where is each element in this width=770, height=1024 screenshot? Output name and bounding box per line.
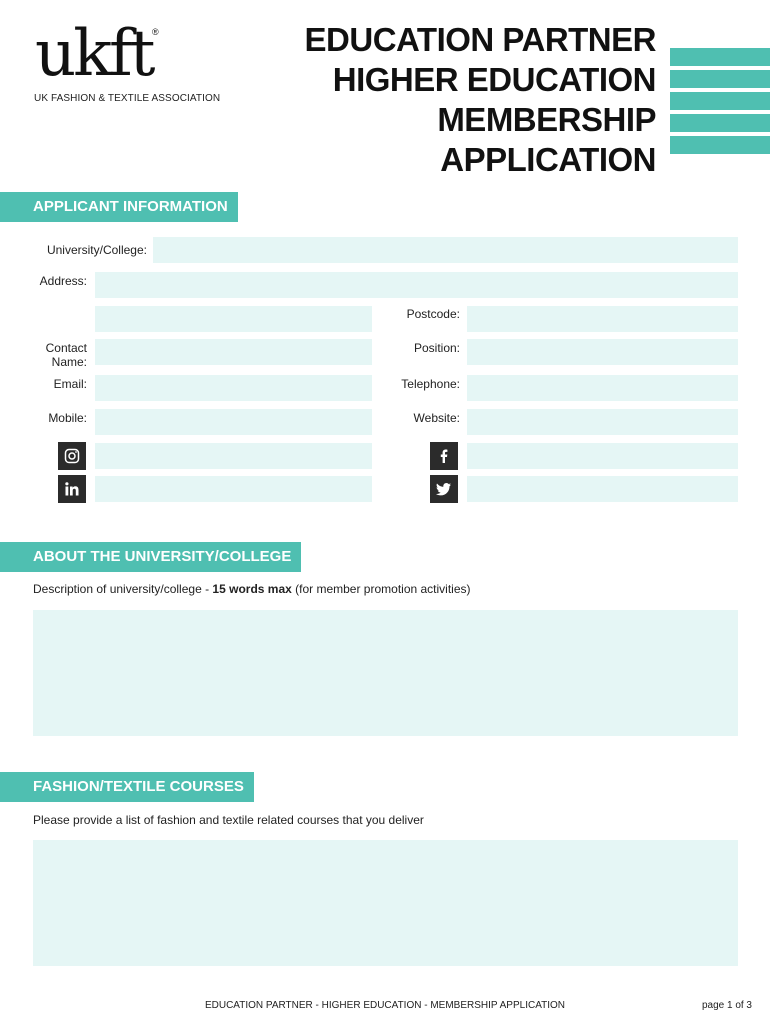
postcode-field[interactable] bbox=[467, 306, 738, 332]
page-title bbox=[305, 20, 656, 180]
instagram-field[interactable] bbox=[95, 443, 372, 469]
decorative-stripe bbox=[670, 70, 770, 88]
ukft-logo: ukft bbox=[35, 17, 153, 91]
about-description bbox=[33, 582, 471, 596]
website-field[interactable] bbox=[467, 409, 738, 435]
email-label: Email: bbox=[53, 377, 87, 391]
email-field[interactable] bbox=[95, 375, 372, 401]
page-number: page 1 of 3 bbox=[701, 1000, 752, 1011]
address-label: Address: bbox=[39, 274, 87, 288]
linkedin-icon bbox=[58, 475, 86, 503]
twitter-field[interactable] bbox=[467, 476, 738, 502]
address-field-line1[interactable] bbox=[95, 272, 738, 298]
telephone-field[interactable] bbox=[467, 375, 738, 401]
website-label: Website: bbox=[413, 411, 460, 425]
mobile-field[interactable] bbox=[95, 409, 372, 435]
decorative-stripe bbox=[670, 48, 770, 66]
mobile-label: Mobile: bbox=[48, 411, 87, 425]
decorative-stripe bbox=[670, 136, 770, 154]
section-fashion-textile-courses: FASHION/TEXTILE COURSES bbox=[0, 772, 254, 802]
about-description-field[interactable] bbox=[33, 610, 738, 736]
linkedin-field[interactable] bbox=[95, 476, 372, 502]
facebook-field[interactable] bbox=[467, 443, 738, 469]
decorative-stripe bbox=[670, 92, 770, 110]
title-line-2: HIGHER EDUCATION bbox=[332, 61, 656, 98]
contact-name-field[interactable] bbox=[95, 339, 372, 365]
university-field[interactable] bbox=[153, 237, 738, 263]
title-line-3: MEMBERSHIP bbox=[437, 101, 656, 138]
decorative-stripe bbox=[670, 114, 770, 132]
telephone-label: Telephone: bbox=[401, 377, 460, 391]
about-desc-prefix: Description of university/college - bbox=[33, 582, 213, 596]
address-field-line2[interactable] bbox=[95, 306, 372, 332]
courses-field[interactable] bbox=[33, 840, 738, 966]
registered-mark: ® bbox=[152, 27, 159, 37]
courses-description: Please provide a list of fashion and textile related courses that you deliver bbox=[33, 813, 424, 827]
twitter-icon bbox=[430, 475, 458, 503]
university-label: University/College: bbox=[46, 243, 147, 257]
about-desc-word-limit: 15 words max bbox=[212, 582, 292, 596]
position-label: Position: bbox=[413, 341, 460, 355]
section-applicant-information: APPLICANT INFORMATION bbox=[0, 192, 238, 222]
section-about-university: ABOUT THE UNIVERSITY/COLLEGE bbox=[0, 542, 301, 572]
postcode-label: Postcode: bbox=[406, 307, 460, 321]
facebook-icon bbox=[430, 442, 458, 470]
contact-label-line2: Name: bbox=[51, 355, 87, 369]
title-line-1: EDUCATION PARTNER bbox=[304, 21, 656, 58]
contact-name-label bbox=[20, 341, 87, 369]
footer-text: EDUCATION PARTNER - HIGHER EDUCATION - MEMBERSHIP APPLICATION bbox=[204, 1000, 566, 1011]
title-line-4: APPLICATION bbox=[440, 141, 656, 178]
contact-label-line1: Contact bbox=[45, 341, 87, 355]
logo-subtitle: UK FASHION & TEXTILE ASSOCIATION bbox=[34, 93, 221, 104]
instagram-icon bbox=[58, 442, 86, 470]
position-field[interactable] bbox=[467, 339, 738, 365]
about-desc-suffix: (for member promotion activities) bbox=[291, 582, 471, 596]
